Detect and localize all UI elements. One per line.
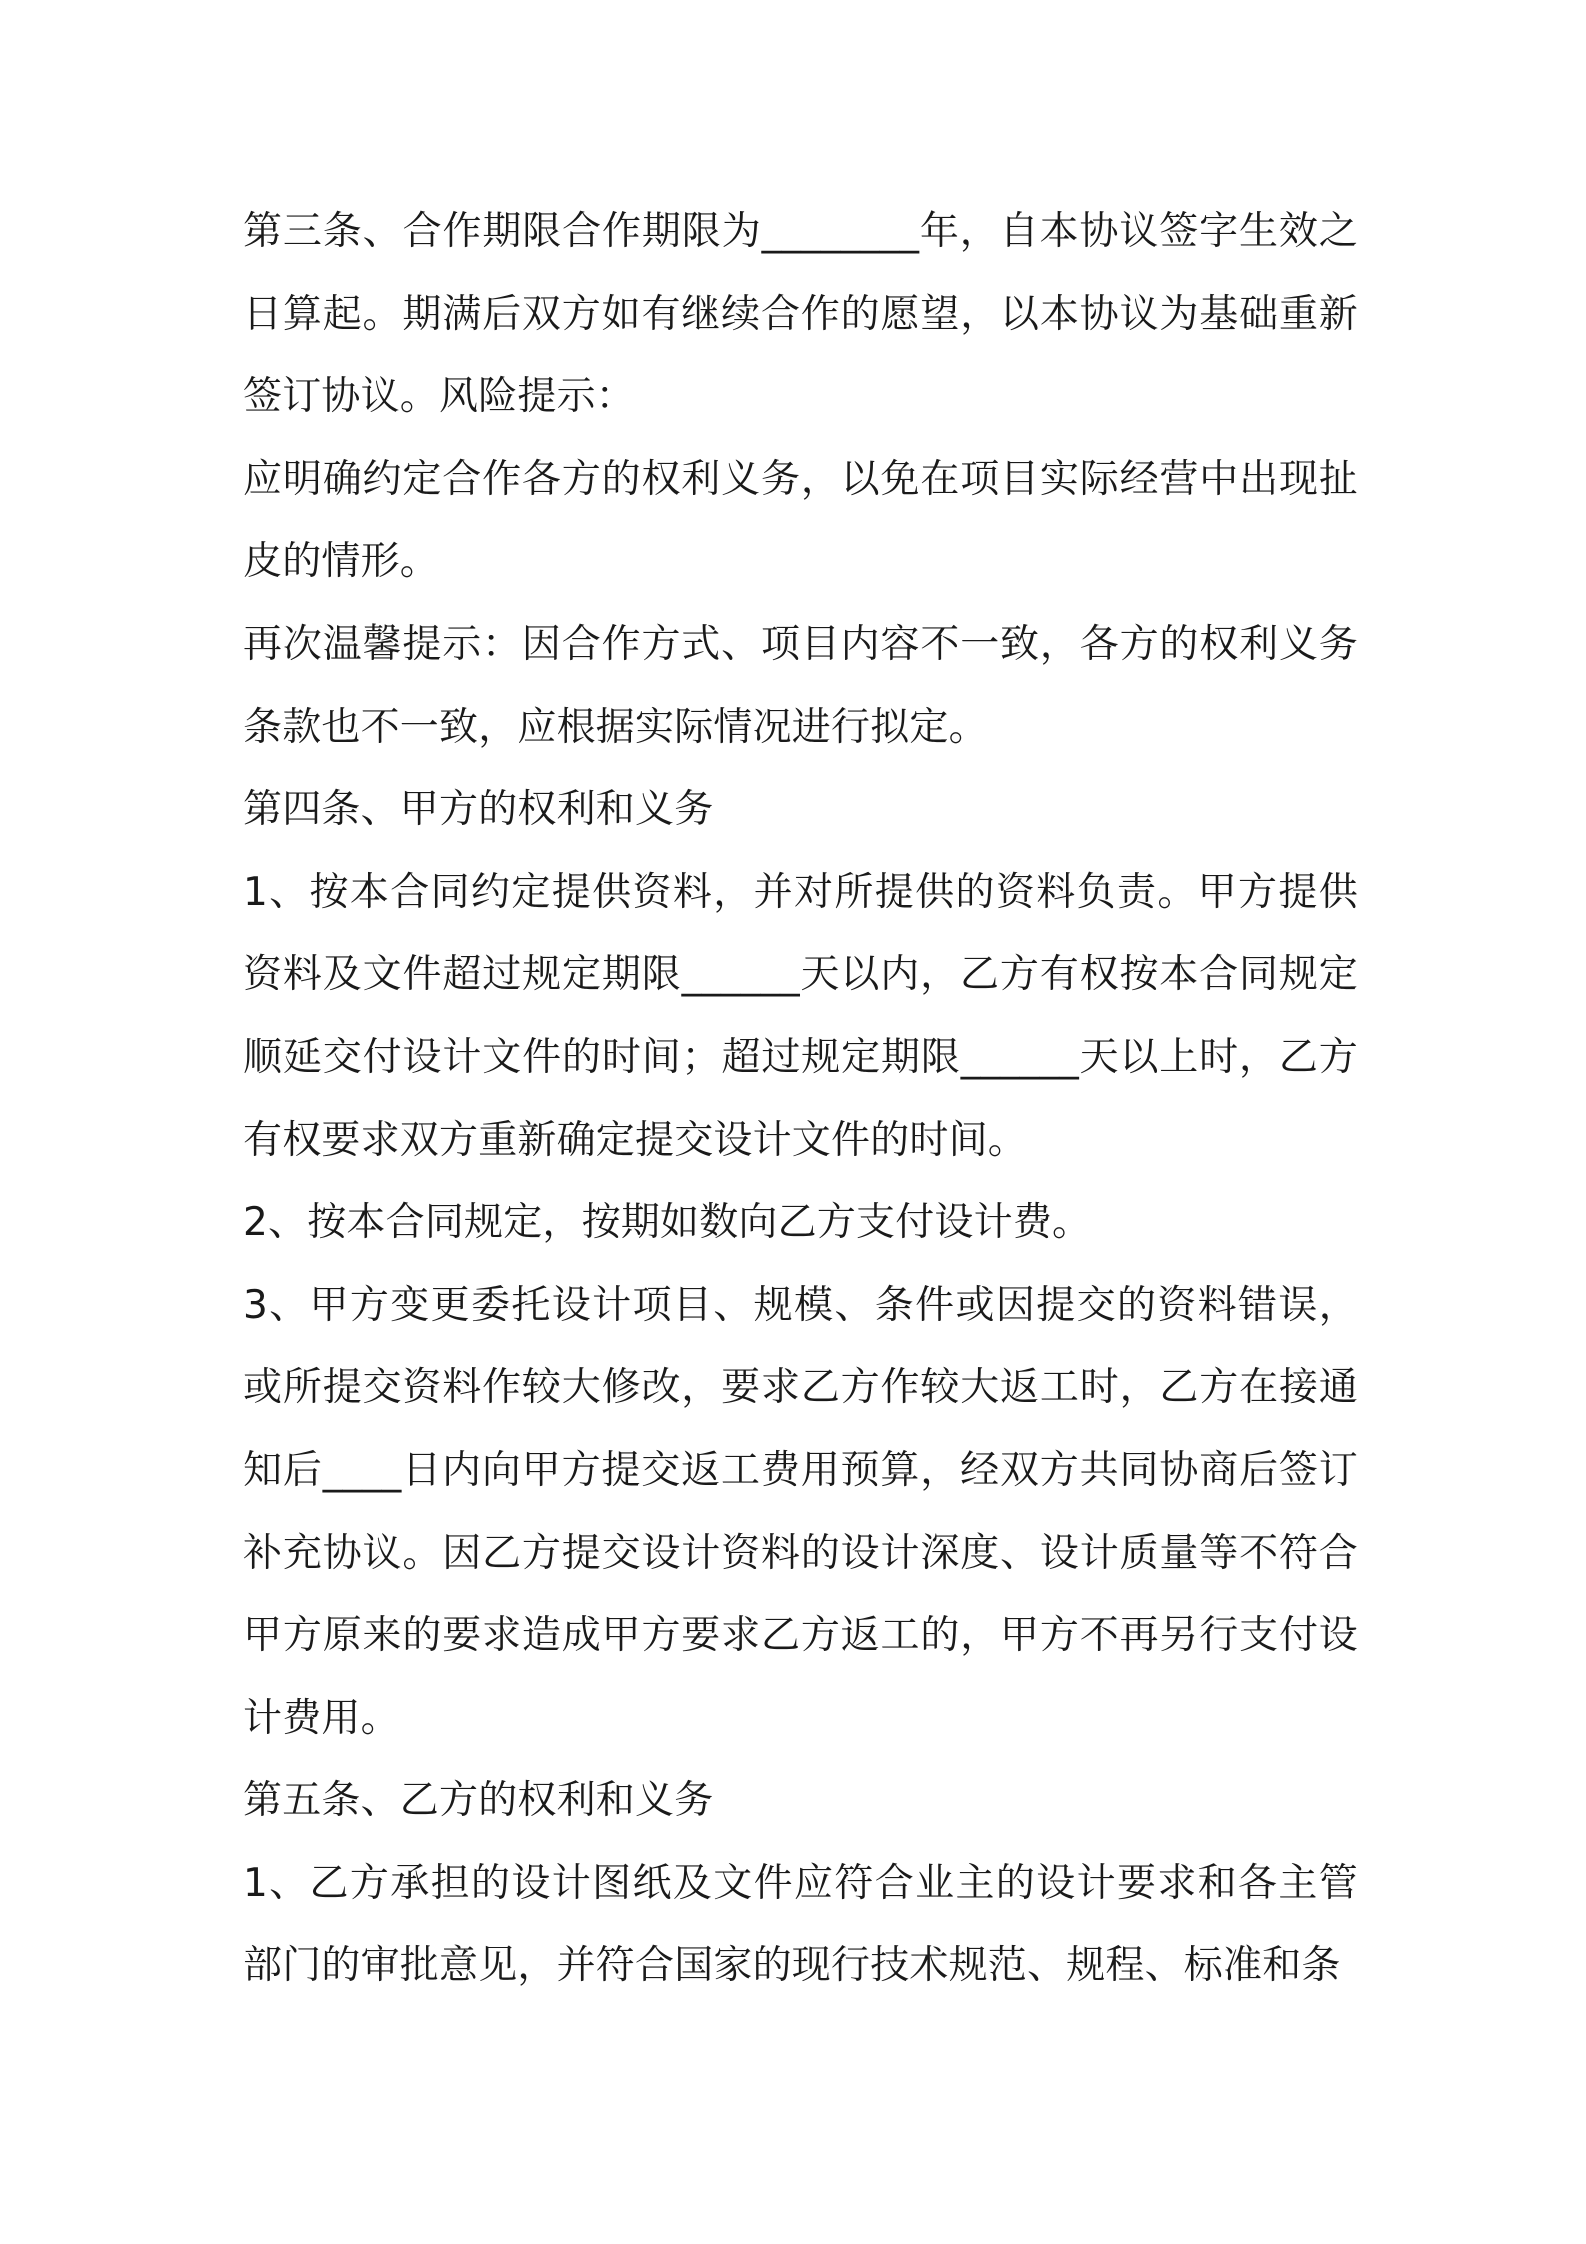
paragraph-article-4-item-2: 2、按本合同规定，按期如数向乙方支付设计费。 [243, 1200, 1092, 1246]
paragraph-article-4-item-1: 1、按本合同约定提供资料，并对所提供的资料负责。甲方提供资料及文件超过规定期限______天以内，乙方有权按本合同规定顺延交付设计文件的时间；超过规定期限______天以上时，乙方有权要求双方重新确定提交设计文件的时间。 [243, 869, 1358, 1163]
document-body [243, 191, 1358, 2008]
paragraph-risk-note: 应明确约定合作各方的权利义务，以免在项目实际经营中出现扯皮的情形。 [243, 456, 1358, 585]
paragraph-article-5-item-1: 1、乙方承担的设计图纸及文件应符合业主的设计要求和各主管部门的审批意见，并符合国家的现行技术规范、规程、标准和条 [243, 1860, 1358, 1989]
paragraph-reminder: 再次温馨提示：因合作方式、项目内容不一致，各方的权利义务条款也不一致，应根据实际情况进行拟定。 [243, 621, 1358, 750]
heading-article-5: 第五条、乙方的权利和义务 [243, 1778, 714, 1824]
heading-article-4: 第四条、甲方的权利和义务 [243, 787, 714, 833]
paragraph-article-3-term: 第三条、合作期限合作期限为________年，自本协议签字生效之日算起。期满后双方如有继续合作的愿望，以本协议为基础重新签订协议。风险提示： [243, 209, 1358, 420]
paragraph-article-4-item-3: 3、甲方变更委托设计项目、规模、条件或因提交的资料错误，或所提交资料作较大修改，要求乙方作较大返工时，乙方在接通知后____日内向甲方提交返工费用预算，经双方共同协商后签订补充协议。因乙方提交设计资料的设计深度、设计质量等不符合甲方原来的要求造成甲方要求乙方返工的，甲方不再另行支付设计费用。 [243, 1282, 1358, 1741]
